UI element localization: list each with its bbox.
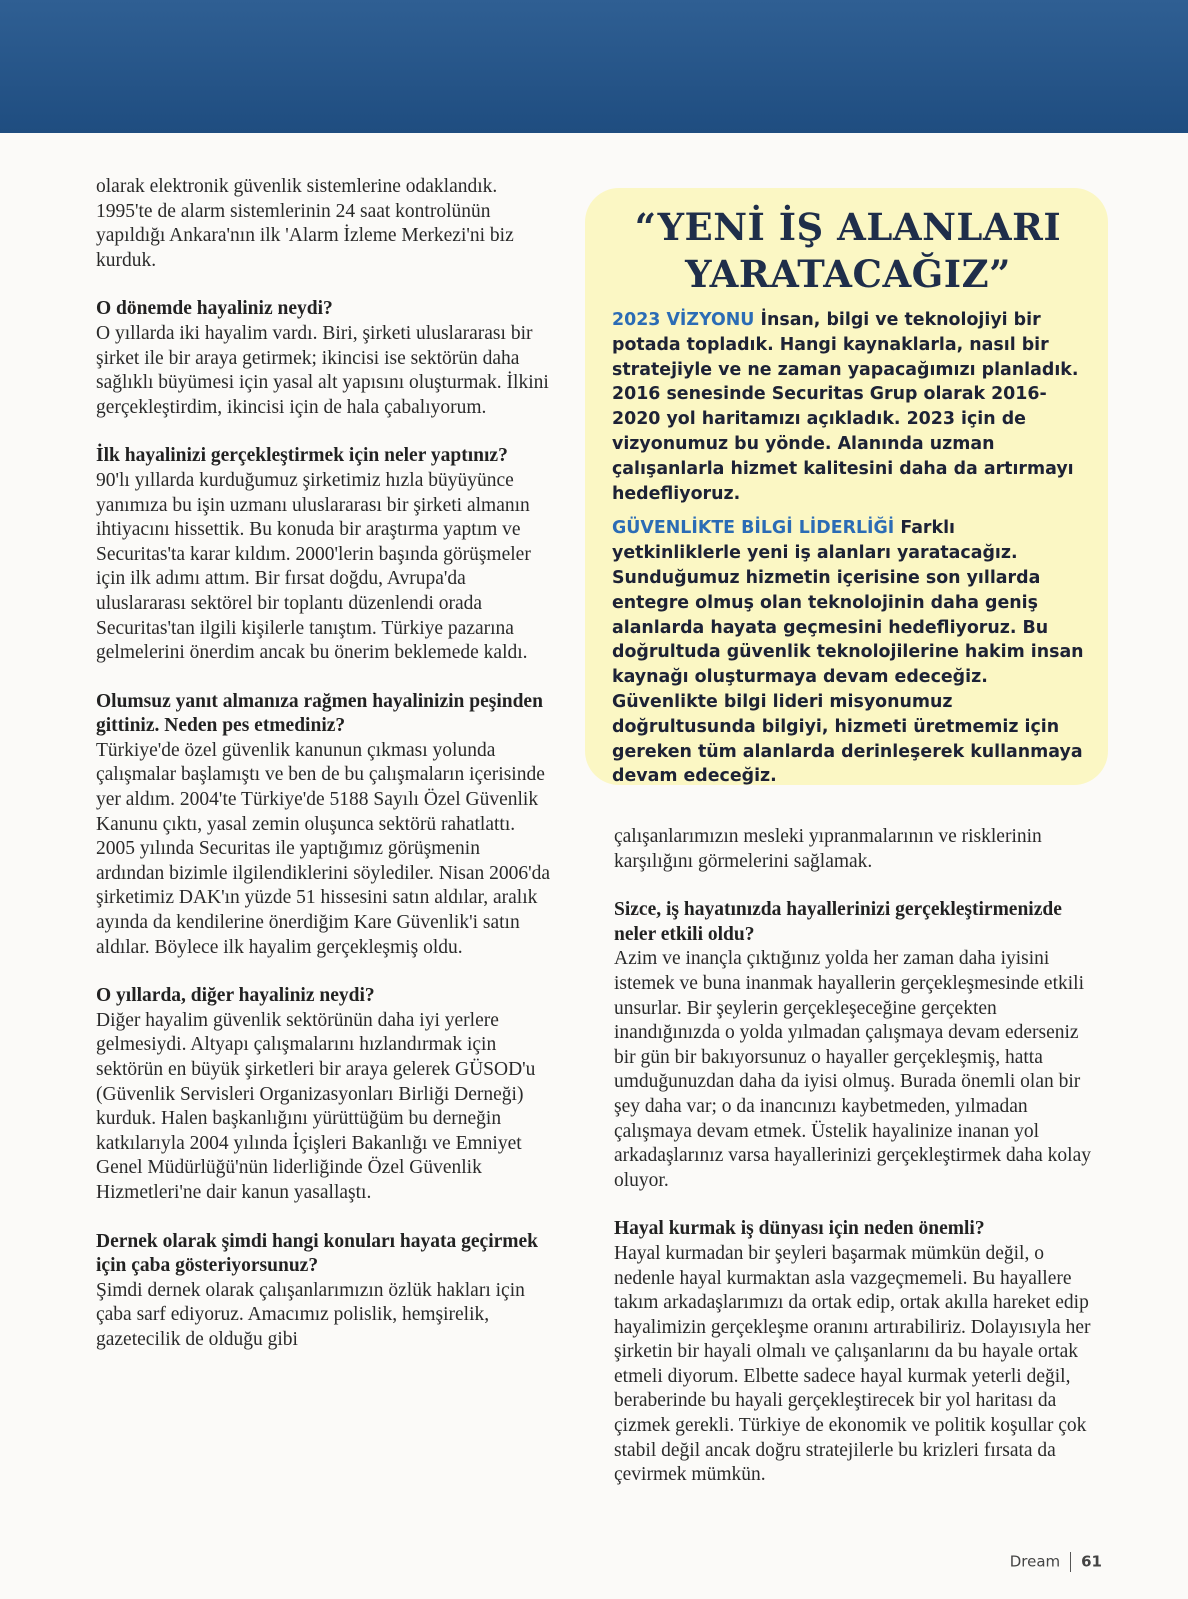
qa-block-5 <box>96 1230 551 1353</box>
question-heading: Olumsuz yanıt almanıza rağmen hayalinizin peşinden gittiniz. Neden pes etmediniz? <box>96 690 543 737</box>
question-heading: O dönemde hayaliniz neydi? <box>96 298 333 320</box>
answer-paragraph: Hayal kurmadan bir şeyleri başarmak mümkün değil, o nedenle hayal kurmaktan asla vazgeçmemeli. Bu hayallere takım arkadaşlarımızı da ortak edip, ortak akılla hareket edip hayalimizin gerçekleşme oranını artırabiliriz. Dolayısıyla her şirketin bir hayali olmalı ve çalışanlarını da bu hayale ortak etmeli diyorum. Elbette sadece hayal kurmak yeterli değil, beraberinde bu hayali gerçekleştirecek bir yol haritası da çizmek gerekli. Türkiye de ekonomik ve politik koşullar çok stabil değil ancak doğru stratejilerle bu krizleri fırsata da çevirmek mümkün. <box>614 1242 1091 1486</box>
leadership-paragraph <box>612 516 1084 789</box>
question-heading: Hayal kurmak iş dünyası için neden önemli? <box>614 1218 985 1240</box>
question-heading: Dernek olarak şimdi hangi konuları hayata geçirmek için çaba gösteriyorsunuz? <box>96 1230 539 1277</box>
leadership-text: Farklı yetkinliklerle yeni iş alanları yaratacağız. Sunduğumuz hizmetin içerisine son yıllarda entegre olmuş olan teknolojinin daha geniş alanlarda hayata geçmesini hedefliyoruz. Bu doğrultuda güvenlik teknolojilerine hakim insan kaynağı oluşturmaya devam edeceğiz. Güvenlikte bilgi lideri misyonumuz doğrultusunda bilgiyi, hizmeti üretmemiz için gereken tüm alanlarda derinleşerek kullanmaya devam edeceğiz. <box>612 518 1084 787</box>
qa-block-1 <box>96 297 551 420</box>
answer-paragraph: Şimdi dernek olarak çalışanlarımızın özlük hakları için çaba sarf ediyoruz. Amacımız polislik, hemşirelik, gazetecilik de olduğu gibi <box>96 1279 525 1350</box>
continuation-block <box>614 825 1102 874</box>
qa-block-3 <box>96 690 551 961</box>
intro-block <box>96 175 551 273</box>
continuation-paragraph: çalışanlarımızın mesleki yıpranmalarının ve risklerinin karşılığını görmelerini sağlamak. <box>614 826 1042 872</box>
footer-divider <box>1070 1552 1071 1572</box>
answer-paragraph: Türkiye'de özel güvenlik kanunun çıkması yolunda çalışmalar başlamıştı ve ben de bu çalışmaların içerisinde yer aldım. 2004'te Türkiye'de 5188 Sayılı Özel Güvenlik Kanunu çıktı, yasal zemin oluşunca sektörü rahatlattı. 2005 yılında Securitas ile yaptığımız görüşmenin ardından bizimle ilgilendiklerini söylediler. Nisan 2006'da şirketimiz DAK'ın yüzde 51 hissesini satın aldılar, aralık ayında da kendilerine önerdiğim Kare Güvenlik'i satın aldılar. Böylece ilk hayalim gerçekleşmiş oldu. <box>96 739 551 958</box>
answer-paragraph: Diğer hayalim güvenlik sektörünün daha iyi yerlere gelmesiydi. Altyapı çalışmalarını hızlandırmak için sektörün en büyük şirketleri bir araya gelerek GÜSOD'u (Güvenlik Servisleri Organizasyonları Birliği Derneği) kurduk. Halen başkanlığını yürüttüğüm bu derneğin katkılarıyla 2004 yılında İçişleri Bakanlığı ve Emniyet Genel Müdürlüğü'nün liderliğinde Özel Güvenlik Hizmetleri'ne dair kanun yasallaştı. <box>96 1009 536 1203</box>
answer-paragraph: O yıllarda iki hayalim vardı. Biri, şirketi uluslararası bir şirket ile bir araya getirmek; ikincisi ise sektörün daha sağlıklı büyümesi için yasal alt yapısını oluşturmak. İlkini gerçekleştirdim, ikincisi için de hala çabalıyorum. <box>96 322 549 418</box>
question-heading: İlk hayalinizi gerçekleştirmek için neler yaptınız? <box>96 445 508 467</box>
qa-block-2 <box>96 444 551 665</box>
vision-lead: 2023 VİZYONU <box>612 310 755 330</box>
answer-paragraph: Azim ve inançla çıktığınız yolda her zaman daha iyisini istemek ve buna inanmak hayallerin gerçekleşmesinde etkili unsurlar. Bir şeylerin gerçekleşeceğine gerçekten inandığınızda o yolda yılmadan çalışmaya devam ederseniz bir gün bir bakıyorsunuz o hayaller gerçekleşmiş, hatta umduğunuzdan daha da iyisi olmuş. Burada önemli olan bir şey daha var; o da inancınızı kaybetmeden, yılmadan çalışmaya devam etmek. Üstelik hayalinize inanan yol arkadaşlarınız varsa hayallerinizi gerçekleştirmek daha kolay oluyor. <box>614 948 1091 1191</box>
pull-quote-title: “YENİ İŞ ALANLARI YARATACAĞIZ” <box>634 205 1062 296</box>
qa-block-4 <box>96 984 551 1205</box>
page-footer <box>1010 1552 1102 1572</box>
leadership-lead: GÜVENLİKTE BİLGİ LİDERLİĞİ <box>612 518 895 539</box>
magazine-name: Dream <box>1009 1552 1061 1571</box>
top-color-band <box>0 0 1188 133</box>
qa-block-7 <box>614 1217 1102 1488</box>
qa-block-6 <box>614 898 1102 1193</box>
question-heading: O yıllarda, diğer hayaliniz neydi? <box>96 985 375 1007</box>
question-heading: Sizce, iş hayatınızda hayallerinizi gerçekleştirmenizde neler etkili oldu? <box>614 899 1062 945</box>
page-number: 61 <box>1081 1552 1102 1571</box>
vision-paragraph <box>612 308 1084 506</box>
right-column <box>614 825 1102 1512</box>
intro-paragraph: olarak elektronik güvenlik sistemlerine odaklandık. 1995'te de alarm sistemlerinin 24 saat kontrolünün yapıldığı Ankara'nın ilk 'Alarm İzleme Merkezi'ni biz kurduk. <box>96 176 514 271</box>
answer-paragraph: 90'lı yıllarda kurduğumuz şirketimiz hızla büyüyünce yanımıza bu işin uzmanı uluslararası bir şirketi almanın ihtiyacını hissettik. Bu konuda bir araştırma yaptım ve Securitas'ta karar kıldım. 2000'lerin başında görüşmeler için ilk adımı attım. Bir fırsat doğdu, Avrupa'da uluslararası sektörel bir toplantı düzenlendi orada Securitas'tan ilgili kişilerle tanıştım. Türkiye pazarına gelmelerini önerdim ancak bu önerim beklemede kaldı. <box>96 469 531 664</box>
vision-text: İnsan, bilgi ve teknolojiyi bir potada topladık. Hangi kaynaklarla, nasıl bir stratejiyle ve ne zaman yapacağımızı planladık. 2016 senesinde Securitas Grup olarak 2016-2020 yol haritamızı açıkladık. 2023 için de vizyonumuz bu yönde. Alanında uzman çalışanlarla hizmet kalitesini daha da artırmayı hedefliyoruz. <box>612 310 1079 504</box>
left-column <box>96 175 551 1377</box>
pull-quote-box <box>585 188 1108 785</box>
